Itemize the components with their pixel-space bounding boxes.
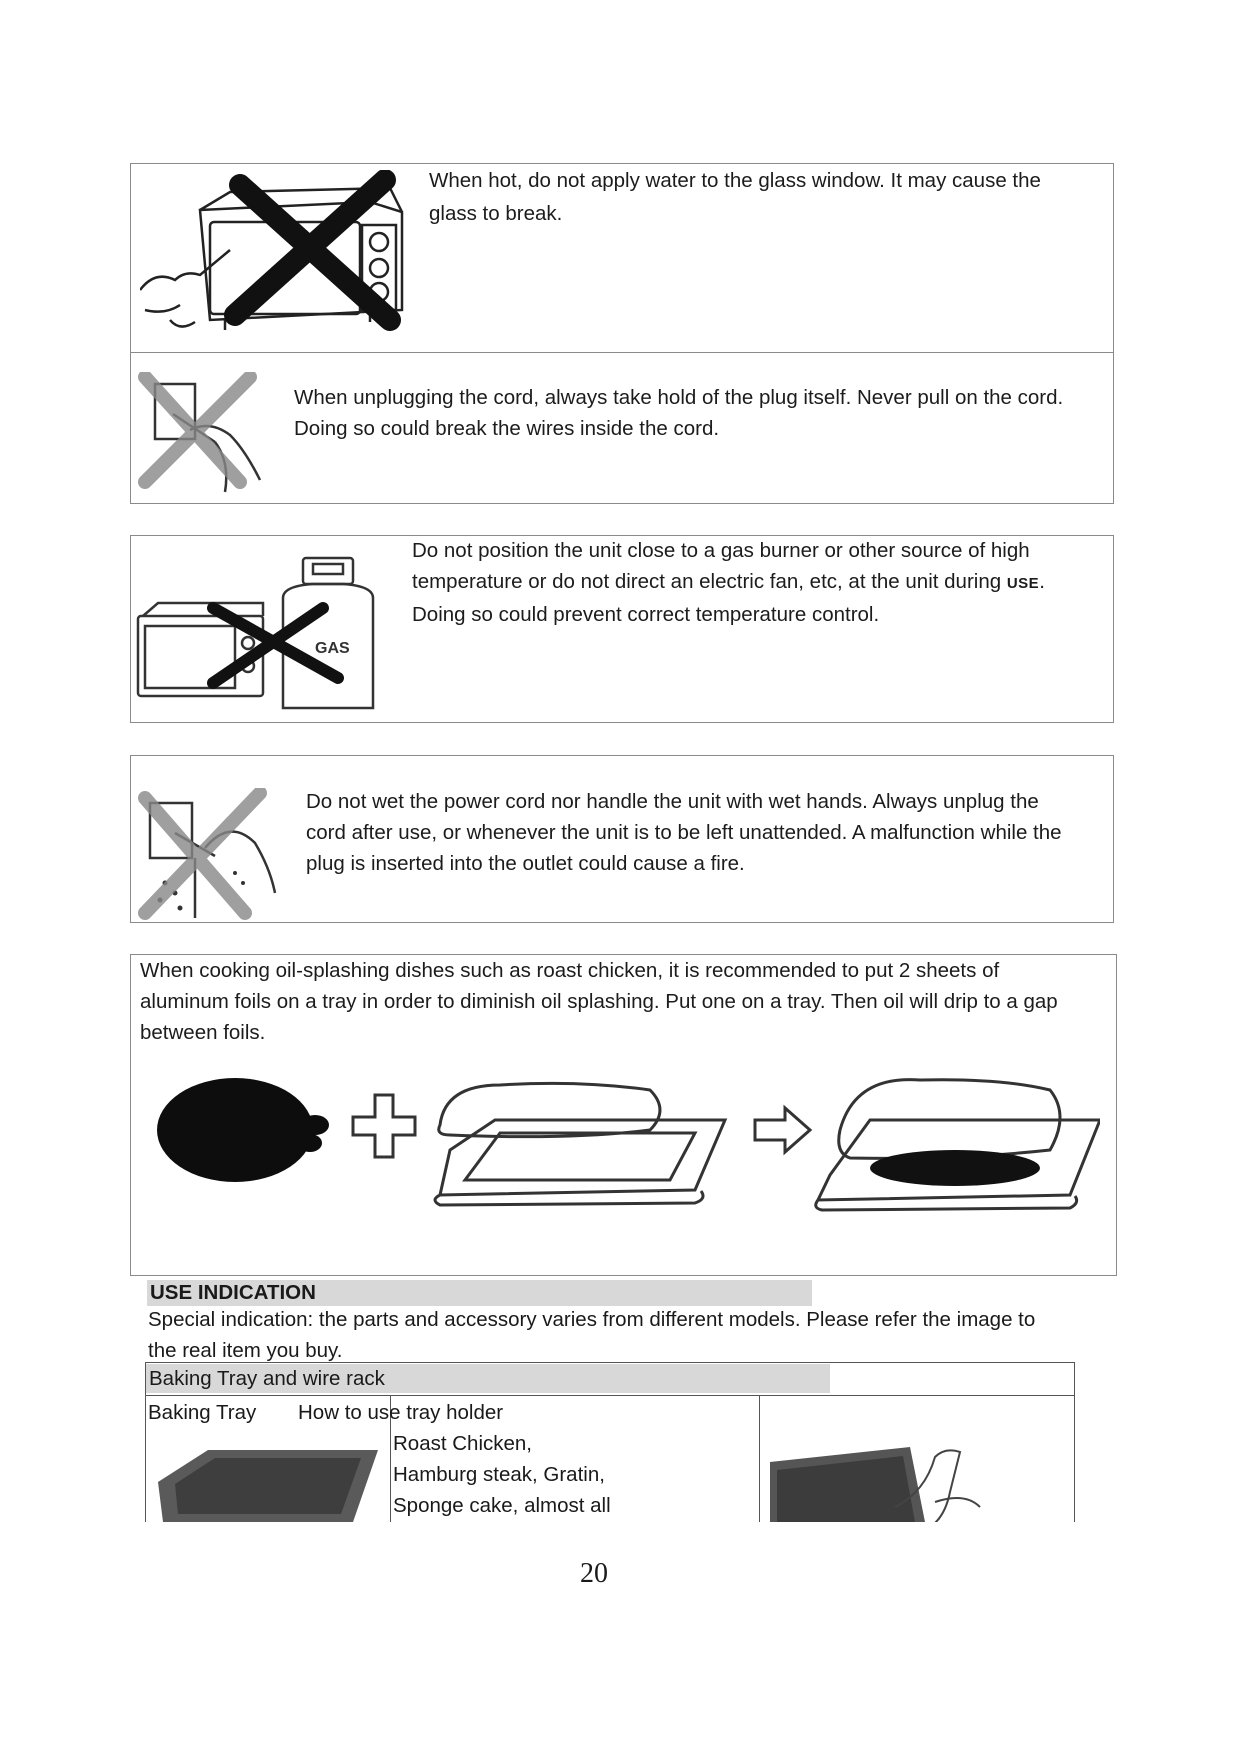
text-line: aluminum foils on a tray in order to diminish oil splashing. Put one on a tray. Then oil will drip to a gap (140, 990, 1058, 1013)
warning-text-heat (412, 535, 1102, 630)
text-line: When unplugging the cord, always take hold of the plug itself. Never pull on the cord. (294, 386, 1064, 409)
baking-tray-image (153, 1442, 383, 1522)
text-line: Do not wet the power cord nor handle the unit with wet hands. Always unplug the (306, 790, 1039, 813)
table-col-divider (759, 1396, 760, 1522)
text-line: temperature or do not direct an electric fan, etc, at the unit during USE. (412, 570, 1045, 593)
text-line: glass to break. (429, 202, 563, 225)
unplug-cord-illustration (135, 372, 275, 497)
roast-chicken-icon (157, 1078, 329, 1182)
use-indication-text (148, 1304, 1108, 1366)
warning-text-oil (140, 955, 1115, 1048)
uses-list (393, 1428, 611, 1521)
warning-text-wet (306, 786, 1106, 879)
text-line: Special indication: the parts and accessory varies from different models. Please refer the image to (148, 1308, 1036, 1331)
text-line: plug is inserted into the outlet could cause a fire. (306, 852, 745, 875)
list-item: Sponge cake, almost all (393, 1494, 611, 1517)
text-line: Doing so could break the wires inside the cord. (294, 417, 720, 440)
gas-label: GAS (315, 640, 350, 657)
text-line: cord after use, or whenever the unit is to be left unattended. A malfunction while the (306, 821, 1062, 844)
text-line: Doing so could prevent correct temperature control. (412, 603, 880, 626)
page-number: 20 (580, 1558, 608, 1589)
text-line: the real item you buy. (148, 1339, 343, 1362)
text-line: When hot, do not apply water to the glass window. It may cause the (429, 169, 1041, 192)
text-line: Do not position the unit close to a gas burner or other source of high (412, 539, 1030, 562)
use-indication-heading: USE INDICATION (147, 1280, 812, 1306)
oven-gas-illustration (133, 548, 398, 713)
tray-holder-image (765, 1442, 995, 1522)
foil-tray-diagram (150, 1065, 1100, 1225)
table-row-divider (145, 1395, 1075, 1396)
arrow-right-icon (755, 1108, 810, 1152)
text-line: between foils. (140, 1021, 266, 1044)
col-label-baking-tray: Baking Tray (148, 1401, 257, 1424)
accessory-table (145, 1362, 1075, 1522)
plus-icon (353, 1095, 415, 1157)
table-title: Baking Tray and wire rack (146, 1364, 830, 1393)
chicken-in-foil-icon (816, 1080, 1100, 1210)
text-line: When cooking oil-splashing dishes such as roast chicken, it is recommended to put 2 sheets of (140, 959, 1000, 982)
warning-text-cord (294, 382, 1104, 444)
table-right-border (1074, 1362, 1075, 1522)
list-item: Hamburg steak, Gratin, (393, 1463, 605, 1486)
col-label-tray-holder: How to use tray holder (298, 1401, 504, 1424)
table-top-border (145, 1362, 1075, 1363)
list-item: Roast Chicken, (393, 1432, 533, 1455)
foil-on-tray-icon (435, 1083, 725, 1205)
warning-text-glass (429, 165, 1099, 229)
wet-hands-illustration (135, 788, 280, 923)
oven-water-illustration (140, 170, 420, 340)
